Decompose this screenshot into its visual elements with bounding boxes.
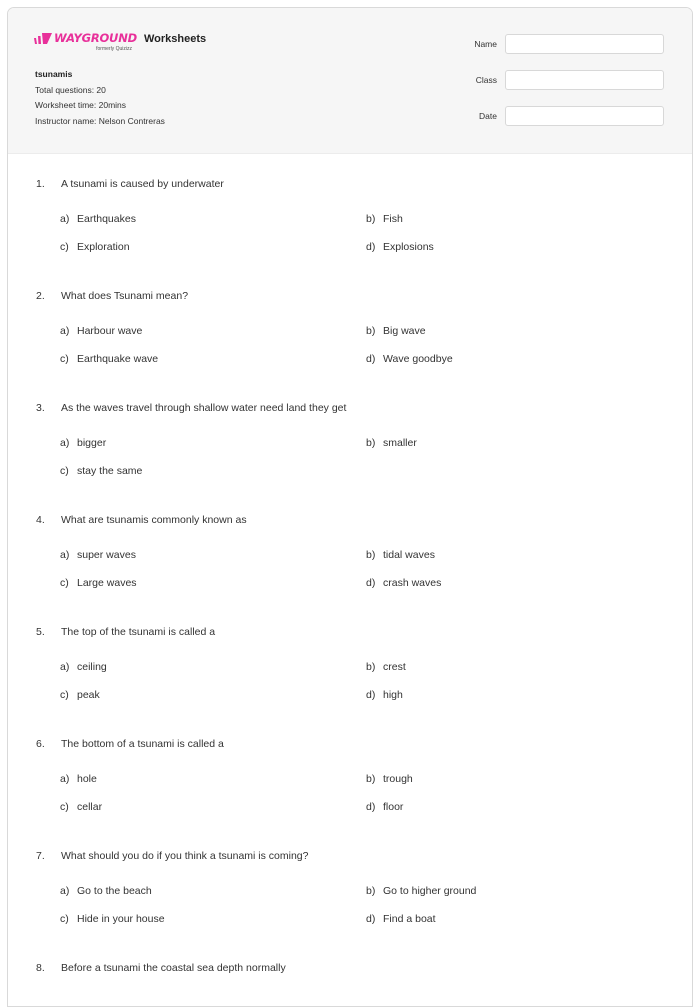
question-text: What should you do if you think a tsunami is coming? — [61, 849, 309, 862]
option-a: a) hole — [60, 772, 97, 785]
options — [60, 210, 692, 255]
name-label: Name — [474, 39, 497, 49]
question-text: The bottom of a tsunami is called a — [61, 737, 224, 750]
name-input[interactable] — [505, 34, 664, 54]
option-b: b) Big wave — [366, 324, 426, 337]
logo-tagline: formerly Quizizz — [96, 46, 132, 52]
wayground-mark-icon — [34, 33, 52, 44]
option-c: c) stay the same — [60, 464, 143, 477]
question-number: 8. — [36, 961, 45, 974]
question-number: 2. — [36, 289, 45, 302]
product-title: Worksheets — [143, 33, 207, 45]
options — [60, 434, 692, 479]
options — [60, 658, 692, 703]
logo-brand-text: WAYGROUND — [54, 31, 137, 45]
student-fields — [448, 34, 668, 142]
question-number: 4. — [36, 513, 45, 526]
wayground-logo — [34, 32, 137, 52]
question-number: 7. — [36, 849, 45, 862]
option-b: b) trough — [366, 772, 413, 785]
options — [60, 322, 692, 367]
option-d: d) Explosions — [366, 240, 434, 253]
question-list — [8, 175, 692, 976]
instructor-name: Instructor name: Nelson Contreras — [35, 115, 165, 126]
option-d: d) floor — [366, 800, 404, 813]
worksheet-meta — [35, 67, 165, 129]
option-d: d) Wave goodbye — [366, 352, 453, 365]
worksheet-page — [7, 7, 693, 1007]
question-3 — [8, 399, 692, 511]
worksheet-time: Worksheet time: 20mins — [35, 100, 127, 110]
option-b: b) Fish — [366, 212, 403, 225]
question-number: 5. — [36, 625, 45, 638]
option-a: a) bigger — [60, 436, 107, 449]
question-number: 6. — [36, 737, 45, 750]
option-c: c) Large waves — [60, 576, 137, 589]
option-c: c) Hide in your house — [60, 912, 165, 925]
question-text: Before a tsunami the coastal sea depth normally — [61, 961, 286, 974]
question-text: What are tsunamis commonly known as — [61, 513, 247, 526]
options — [60, 882, 692, 927]
question-6 — [8, 735, 692, 847]
question-text: A tsunami is caused by underwater — [61, 177, 224, 190]
question-4 — [8, 511, 692, 623]
question-text: What does Tsunami mean? — [61, 289, 189, 302]
option-b: b) Go to higher ground — [366, 884, 477, 897]
total-questions: Total questions: 20 — [35, 84, 106, 95]
question-7 — [8, 847, 692, 959]
option-b: b) smaller — [366, 436, 417, 449]
option-d: d) high — [366, 688, 403, 701]
question-2 — [8, 287, 692, 399]
worksheet-title: tsunamis — [35, 69, 73, 79]
question-text: As the waves travel through shallow water need land they get — [61, 401, 347, 414]
option-b: b) tidal waves — [366, 548, 435, 561]
date-field-row — [448, 106, 668, 126]
question-text: The top of the tsunami is called a — [61, 625, 216, 638]
question-5 — [8, 623, 692, 735]
option-d: d) crash waves — [366, 576, 442, 589]
date-input[interactable] — [505, 106, 664, 126]
option-c: c) Earthquake wave — [60, 352, 159, 365]
options — [60, 546, 692, 591]
brand — [34, 32, 206, 52]
name-field-row — [448, 34, 668, 54]
option-b: b) crest — [366, 660, 406, 673]
option-a: a) Harbour wave — [60, 324, 143, 337]
option-c: c) cellar — [60, 800, 103, 813]
question-number: 3. — [36, 401, 45, 414]
question-1 — [8, 175, 692, 287]
option-a: a) ceiling — [60, 660, 107, 673]
option-d: d) Find a boat — [366, 912, 436, 925]
class-field-row — [448, 70, 668, 90]
question-number: 1. — [36, 177, 45, 190]
question-8 — [8, 959, 692, 976]
class-label: Class — [475, 75, 497, 85]
date-label: Date — [479, 111, 497, 121]
option-c: c) peak — [60, 688, 100, 701]
worksheet-header — [8, 8, 692, 154]
option-c: c) Exploration — [60, 240, 130, 253]
option-a: a) Go to the beach — [60, 884, 152, 897]
class-input[interactable] — [505, 70, 664, 90]
option-a: a) Earthquakes — [60, 212, 136, 225]
options — [60, 770, 692, 815]
option-a: a) super waves — [60, 548, 136, 561]
